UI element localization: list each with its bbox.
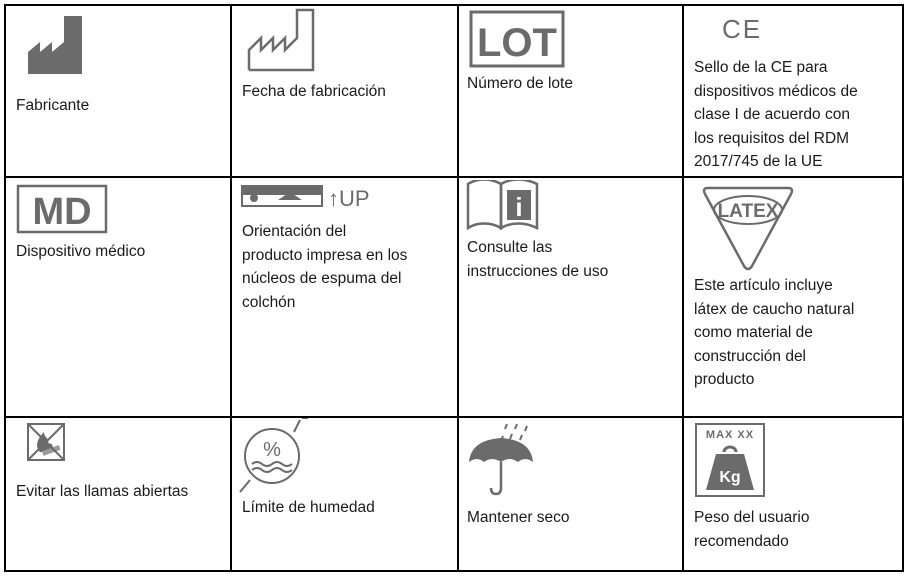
- cell-manufacturer: [6, 6, 232, 178]
- table-row: [6, 418, 904, 572]
- medical-device-icon: [16, 184, 108, 234]
- ce-mark-label: Sello de la CE para dispositivos médicos de clase I de acuerdo con los requisitos del RDM 2017/745 de la UE: [694, 59, 858, 170]
- cell-no-open-flame: [6, 418, 232, 572]
- max-weight-icon-text: MAX XX: [705, 429, 755, 441]
- lot-label: Número de lote: [467, 75, 573, 92]
- cell-latex: [684, 178, 904, 418]
- cell-manufacture-date: [232, 6, 459, 178]
- orientation-label: Orientación del producto impresa en los núcleos de espuma del colchón: [242, 223, 408, 311]
- cell-humidity: [232, 418, 459, 572]
- medical-device-icon-text: MD: [32, 191, 92, 233]
- instructions-label: Consulte las instrucciones de uso: [467, 239, 609, 280]
- ce-mark-text: CE: [722, 14, 763, 42]
- keep-dry-label: Mantener seco: [467, 509, 570, 526]
- cell-instructions: [459, 178, 684, 418]
- instructions-icon-text: i: [515, 192, 523, 222]
- humidity-limit-icon: [238, 418, 318, 494]
- cell-ce-mark: [684, 6, 904, 178]
- manufacturer-icon: [26, 14, 86, 76]
- table-row: [6, 178, 904, 418]
- instructions-icon: [465, 180, 541, 230]
- max-weight-kg-text: Kg: [719, 469, 741, 486]
- manufacturer-label: Fabricante: [16, 97, 90, 114]
- cell-medical-device: [6, 178, 232, 418]
- symbols-table: [4, 4, 904, 572]
- lot-icon: [469, 10, 565, 68]
- orientation-up-icon: [240, 180, 390, 212]
- latex-label: Este artículo incluye látex de caucho natural como material de construcción del producto: [694, 277, 855, 388]
- no-open-flame-label: Evitar las llamas abiertas: [16, 483, 189, 500]
- ce-mark-icon: [720, 14, 764, 42]
- max-weight-icon: [694, 422, 766, 498]
- latex-icon: [700, 184, 796, 272]
- manufacture-date-icon: [246, 8, 316, 72]
- cell-keep-dry: [459, 418, 684, 572]
- latex-icon-text: LATEX: [717, 201, 779, 222]
- humidity-icon-text: %: [263, 439, 281, 461]
- keep-dry-icon: [467, 422, 539, 498]
- orientation-up-text: ↑UP: [328, 186, 370, 211]
- lot-icon-text: LOT: [477, 21, 557, 65]
- cell-max-weight: [684, 418, 904, 572]
- cell-lot: [459, 6, 684, 178]
- table-row: [6, 6, 904, 178]
- max-weight-label: Peso del usuario recomendado: [694, 509, 810, 550]
- medical-device-label: Dispositivo médico: [16, 243, 146, 260]
- manufacture-date-label: Fecha de fabricación: [242, 83, 386, 100]
- cell-orientation: [232, 178, 459, 418]
- no-open-flame-icon: [26, 422, 66, 462]
- humidity-label: Límite de humedad: [242, 499, 375, 516]
